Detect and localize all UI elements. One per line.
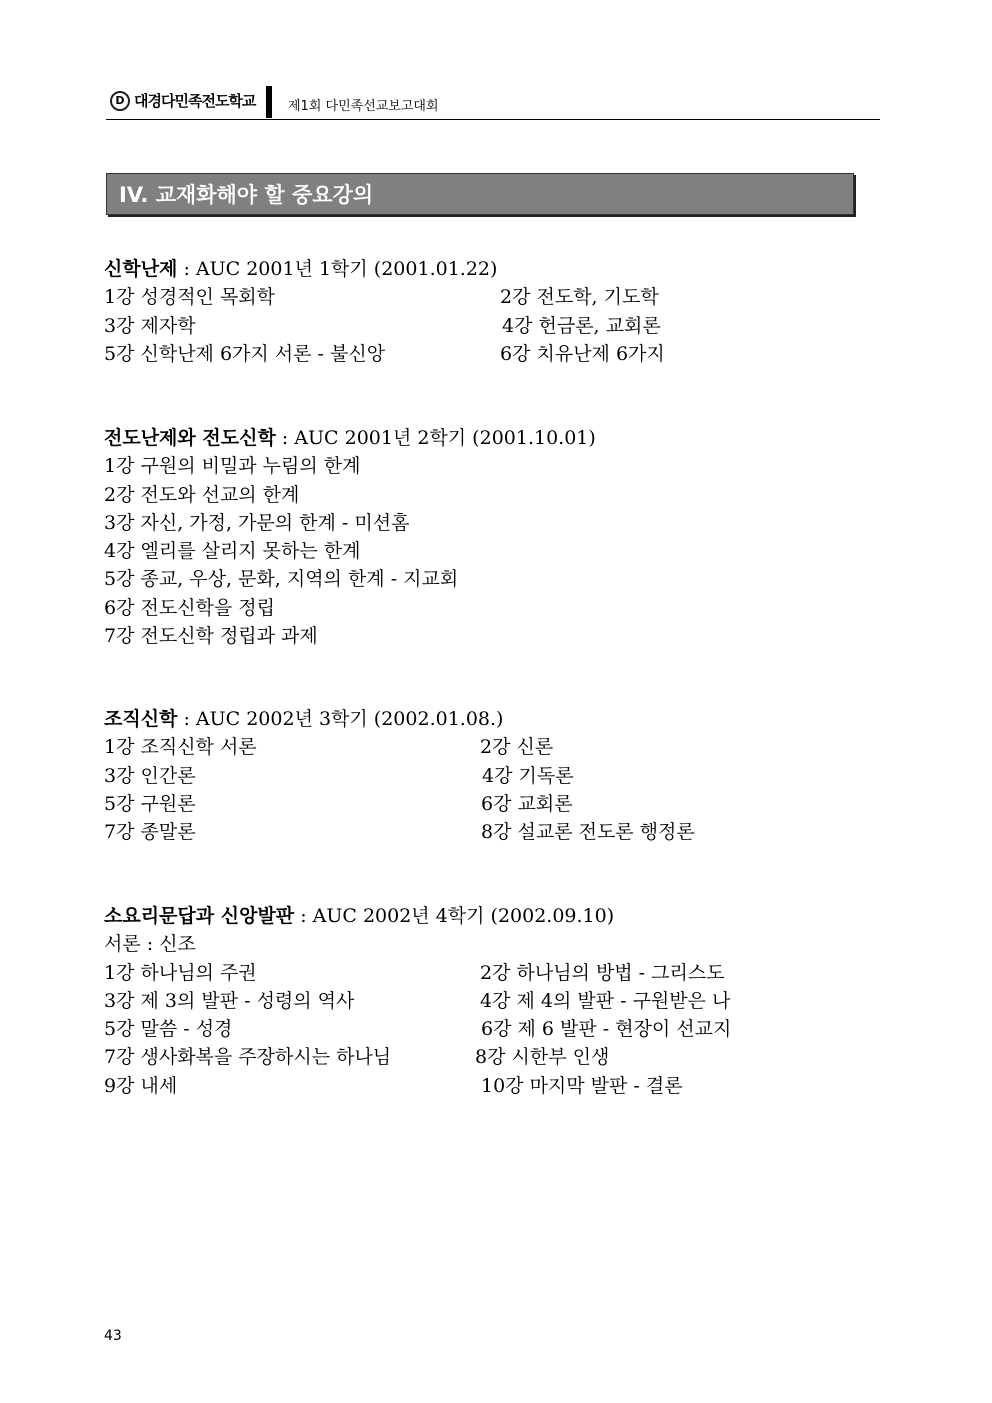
lecture-item: 7강 생사화복을 주장하시는 하나님	[104, 1046, 392, 1069]
lecture-row	[104, 537, 824, 565]
lecture-item: 9강 내세	[104, 1074, 178, 1097]
lecture-row	[104, 733, 824, 761]
lecture-item: 3강 인간론	[104, 764, 196, 787]
lecture-item: 7강 종말론	[104, 821, 196, 844]
page-header	[106, 86, 880, 120]
lecture-row	[104, 959, 824, 987]
lecture-row	[104, 622, 824, 650]
lecture-item: 3강 제 3의 발판 - 성령의 역사	[104, 989, 355, 1012]
course-info: : AUC 2002년 3학기 (2002.01.08.)	[177, 708, 504, 730]
lecture-item: 서론 : 신조	[104, 933, 196, 956]
lecture-item: 4강 엘리를 살리지 못하는 한계	[104, 540, 361, 563]
course-heading	[104, 255, 824, 283]
section-title: IV. 교재화해야 할 중요강의	[119, 183, 374, 207]
lecture-row	[104, 1015, 824, 1043]
lecture-item: 3강 자신, 가정, 가문의 한계 - 미션홈	[104, 511, 410, 534]
lecture-item: 2강 전도와 선교의 한계	[104, 483, 300, 506]
lecture-row	[104, 340, 824, 368]
header-rule	[106, 119, 880, 120]
lecture-row	[104, 1072, 824, 1100]
lecture-item: 1강 구원의 비밀과 누림의 한계	[104, 455, 361, 478]
lecture-item: 8강 시한부 인생	[475, 1046, 610, 1069]
lecture-row	[104, 312, 824, 340]
course-title: 조직신학	[104, 708, 178, 730]
lecture-row	[104, 452, 824, 480]
lecture-item: 5강 구원론	[104, 792, 196, 815]
lecture-item: 2강 신론	[480, 736, 554, 759]
lecture-item: 7강 전도신학 정립과 과제	[104, 625, 318, 648]
lecture-item: 8강 설교론 전도론 행정론	[481, 821, 695, 844]
lecture-item: 5강 종교, 우상, 문화, 지역의 한계 - 지교회	[104, 568, 459, 591]
course-heading	[104, 902, 824, 930]
lecture-item: 5강 신학난제 6가지 서론 - 불신앙	[104, 342, 386, 365]
course-heading	[104, 705, 824, 733]
lecture-row	[104, 987, 824, 1015]
course-block	[104, 902, 824, 1100]
lecture-item: 4강 헌금론, 교회론	[502, 314, 661, 337]
lecture-row	[104, 481, 824, 509]
lecture-item: 6강 교회론	[481, 792, 573, 815]
course-block	[104, 705, 824, 846]
lecture-item: 2강 전도학, 기도학	[500, 286, 659, 309]
lecture-item: 1강 하나님의 주권	[104, 961, 257, 984]
lecture-row	[104, 565, 824, 593]
lecture-row	[104, 594, 824, 622]
lecture-row	[104, 283, 824, 311]
course-title: 신학난제	[104, 258, 178, 280]
lecture-row	[104, 930, 824, 958]
lecture-row	[104, 790, 824, 818]
course-block	[104, 255, 824, 368]
lecture-row	[104, 509, 824, 537]
course-info: : AUC 2001년 2학기 (2001.10.01)	[275, 427, 596, 449]
lecture-item: 10강 마지막 발판 - 결론	[481, 1074, 683, 1097]
course-info: : AUC 2002년 4학기 (2002.09.10)	[294, 905, 615, 927]
school-logo	[110, 90, 255, 111]
lecture-item: 4강 기독론	[482, 764, 574, 787]
lecture-row	[104, 818, 824, 846]
logo-icon: D	[110, 91, 130, 111]
lecture-item: 3강 제자학	[104, 314, 196, 337]
lecture-item: 2강 하나님의 방법 - 그리스도	[480, 961, 725, 984]
course-heading	[104, 424, 824, 452]
lecture-item: 1강 성경적인 목회학	[104, 286, 275, 309]
course-title: 전도난제와 전도신학	[104, 427, 276, 449]
school-name: 대경다민족전도학교	[134, 92, 256, 110]
lecture-row	[104, 762, 824, 790]
section-title-box	[106, 173, 854, 215]
page-number: 43	[104, 1328, 122, 1344]
course-block	[104, 424, 824, 650]
lecture-row	[104, 1043, 824, 1071]
course-info: : AUC 2001년 1학기 (2001.01.22)	[177, 258, 498, 280]
header-divider	[266, 86, 272, 118]
course-title: 소요리문답과 신앙발판	[104, 905, 295, 927]
lecture-item: 6강 치유난제 6가지	[500, 342, 665, 365]
lecture-item: 4강 제 4의 발판 - 구원받은 나	[480, 989, 731, 1012]
lecture-item: 1강 조직신학 서론	[104, 736, 257, 759]
conference-title: 제1회 다민족선교보고대회	[288, 99, 439, 114]
lecture-item: 6강 전도신학을 정립	[104, 596, 275, 619]
lecture-item: 6강 제 6 발판 - 현장이 선교지	[481, 1018, 732, 1041]
lecture-item: 5강 말씀 - 성경	[104, 1018, 233, 1041]
